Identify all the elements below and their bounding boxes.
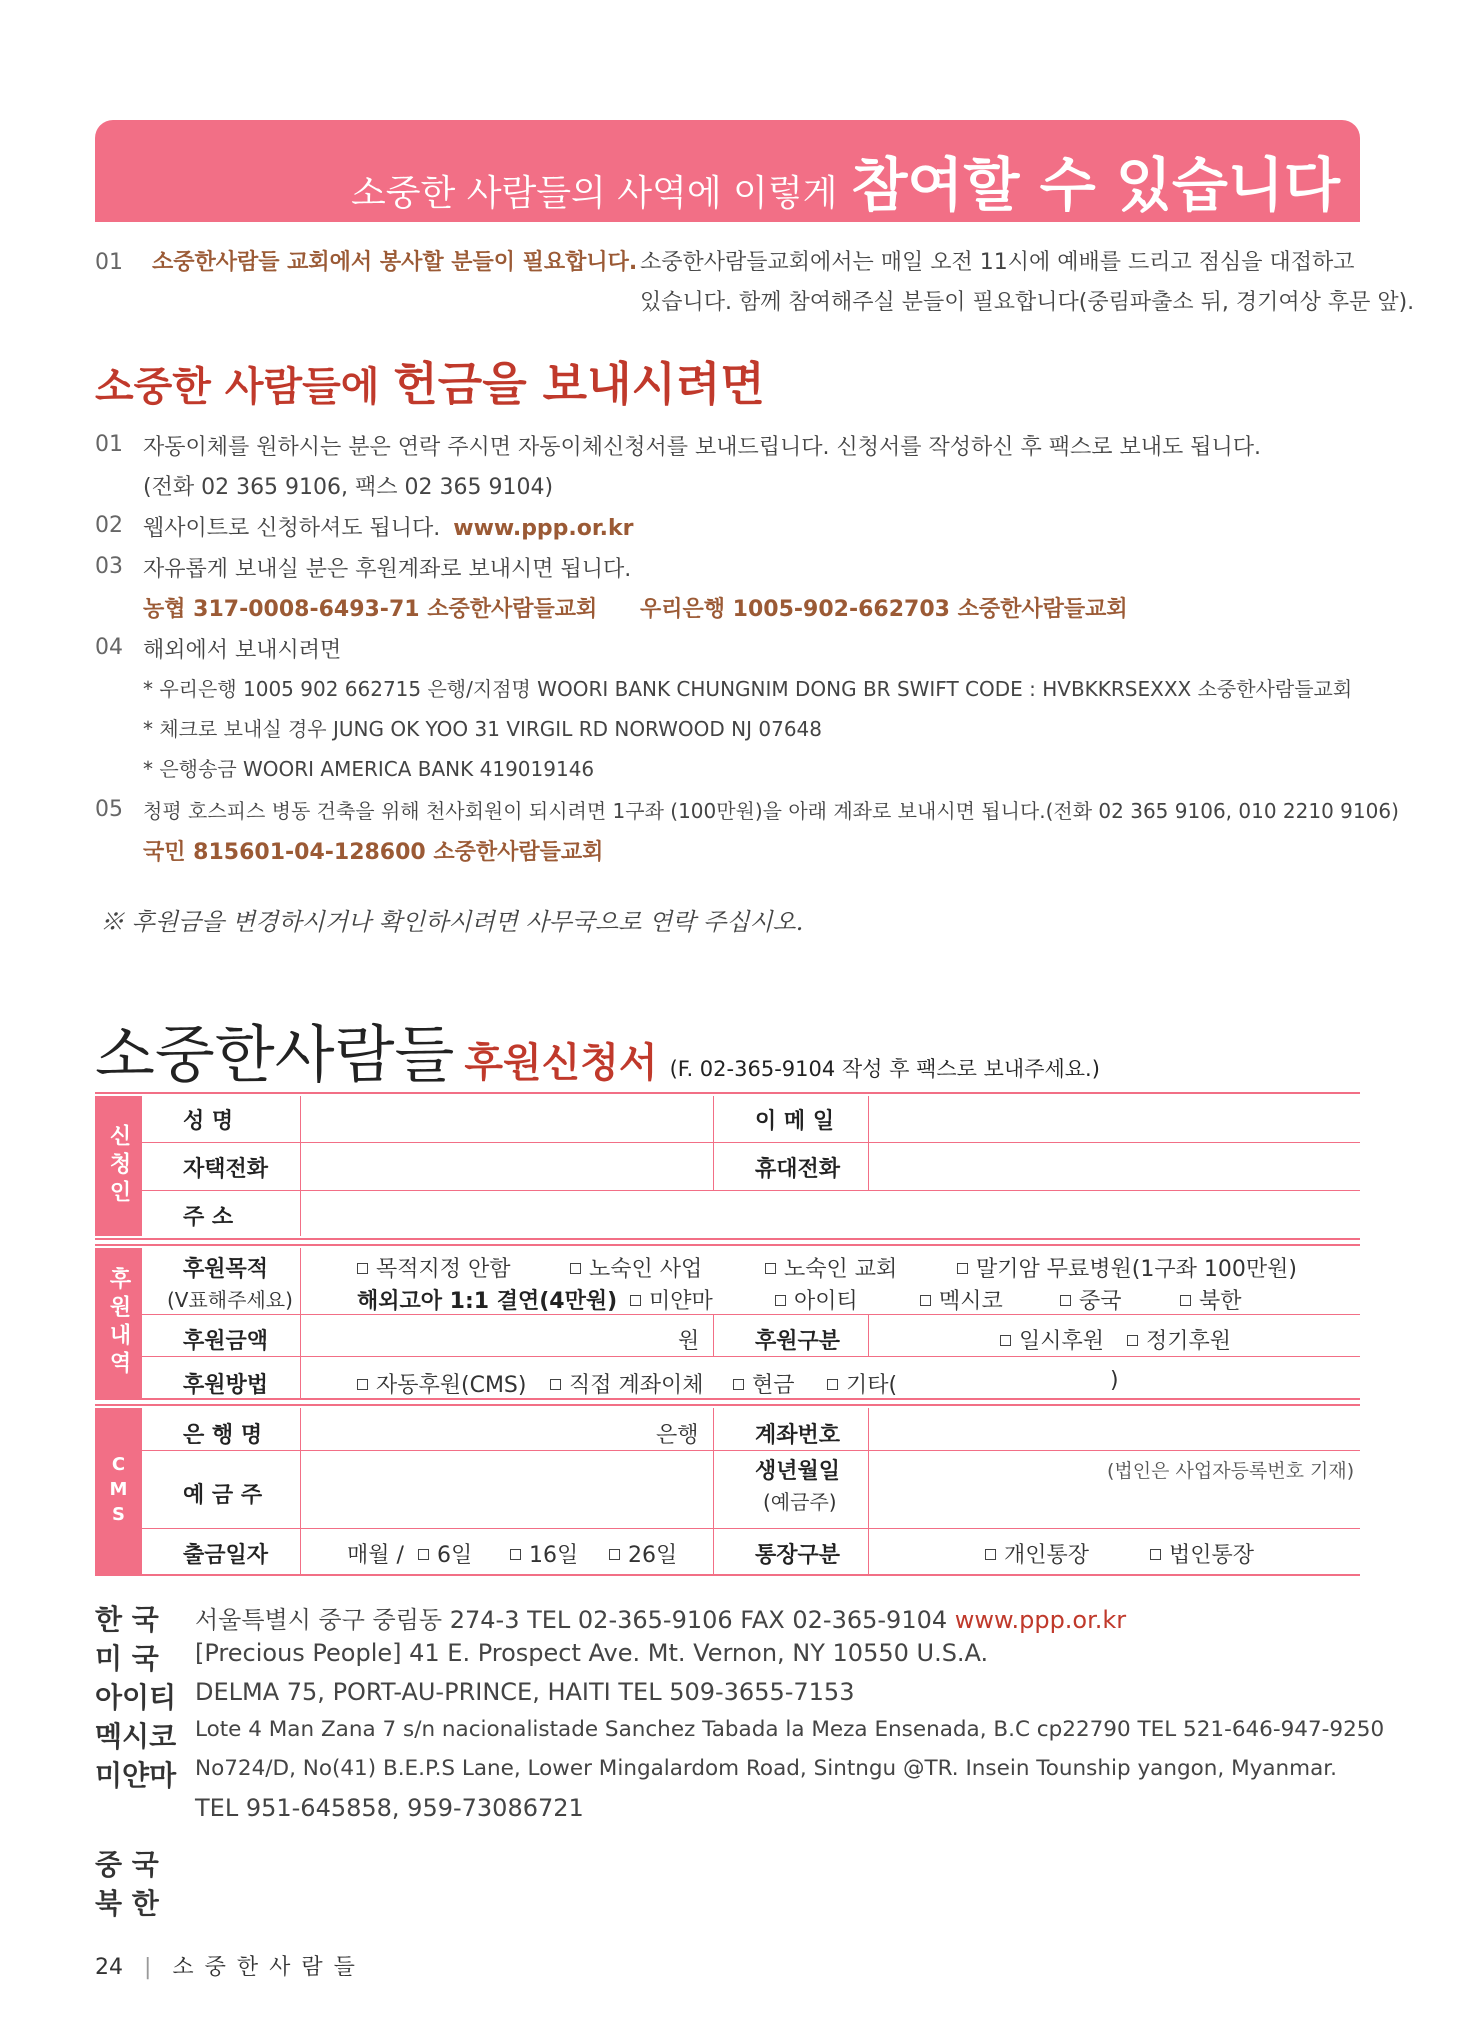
checkbox-icon [630,1295,641,1306]
option-cancer-hospital[interactable] [957,1252,1297,1283]
option-label: 중국 [1079,1289,1122,1314]
option-label: 현금 [752,1373,795,1398]
withdraw-label: 출금일자 [183,1543,269,1568]
website-link[interactable]: www.ppp.or.kr [954,1606,1127,1634]
checkbox-icon [1060,1295,1071,1306]
volunteer-item [95,245,637,276]
bank-suffix: 은행 [656,1423,699,1448]
checkbox-icon [609,1549,620,1560]
banner [95,120,1360,222]
mobile-label: 휴대전화 [755,1157,841,1182]
option-label: 멕시코 [939,1289,1003,1314]
item-number: 05 [95,797,123,822]
monthly-label: 매월 / [347,1543,404,1568]
divider [142,1190,1360,1191]
option-label: 미얀마 [649,1289,713,1314]
home-phone-field[interactable] [310,1148,705,1184]
item-number: 02 [95,513,123,538]
checkbox-icon [570,1263,581,1274]
orphan-sponsorship-label: 해외고아 1:1 결연(4만원) [357,1289,618,1314]
checkbox-icon [775,1295,786,1306]
address-myanmar-tel: TEL 951-645858, 959-73086721 [195,1794,584,1822]
address-country: 북 한 [95,1887,159,1920]
name-field[interactable] [310,1100,705,1136]
option-north-korea[interactable] [1180,1284,1242,1315]
holder-field[interactable] [310,1456,705,1522]
section-donation [95,1248,142,1398]
item-text: * 우리은행 1005 902 662715 은행/지점명 WOORI BANK CHUNGNIM DONG BR SWIFT CODE : HVBKKRSEXXX 소중한사람들교회 [143,677,1353,701]
checkbox-icon [765,1263,776,1274]
option-label: 말기암 무료병원(1구좌 100만원) [976,1257,1297,1282]
option-personal-account[interactable] [985,1538,1089,1569]
option-transfer[interactable] [550,1368,704,1399]
divider [300,1408,301,1574]
won-unit: 원 [678,1329,700,1354]
address-field[interactable] [310,1196,1350,1232]
option-label: 직접 계좌이체 [569,1373,704,1398]
address-country: 멕시코 [95,1720,177,1753]
form-title [95,1005,1100,1094]
checkbox-icon [1000,1335,1011,1346]
checkbox-icon [510,1549,521,1560]
checkbox-icon [550,1379,561,1390]
option-homeless-project[interactable] [570,1252,702,1283]
name-label: 성 명 [183,1109,234,1134]
form-title-main: 소중한사람들 [95,1018,455,1091]
donate-heading-b: 헌금을 보내시려면 [393,357,765,411]
email-label: 이 메 일 [755,1109,835,1134]
option-cash[interactable] [733,1368,795,1399]
address-country: 미 국 [95,1642,159,1675]
application-form [95,1092,1360,1580]
form-title-sub: 후원신청서 [464,1039,658,1086]
mobile-field[interactable] [878,1148,1348,1184]
divider [300,1096,301,1236]
option-day-6[interactable] [418,1538,472,1569]
checkbox-icon [1127,1335,1138,1346]
item-number: 01 [95,432,123,457]
option-label: 기타( [846,1373,898,1398]
footer-separator: | [144,1955,152,1980]
option-label: 북한 [1199,1289,1242,1314]
checkbox-icon [985,1549,996,1560]
option-corporate-account[interactable] [1150,1538,1254,1569]
home-phone-label: 자택전화 [183,1157,269,1182]
address-korea [195,1600,1126,1635]
footer-title: 소 중 한 사 람 들 [172,1955,357,1980]
birth-label: 생년월일 [755,1459,841,1484]
website-link[interactable]: www.ppp.or.kr [453,516,634,541]
divider [868,1314,869,1356]
method-label: 후원방법 [183,1373,269,1398]
donate-heading-a: 소중한 사람들에 [95,363,380,410]
checkbox-icon [920,1295,931,1306]
divider [95,1092,1360,1094]
volunteer-desc-1: 소중한사람들교회에서는 매일 오전 11시에 예배를 드리고 점심을 대접하고 [640,250,1355,275]
item-text-2: 웹사이트로 신청하셔도 됩니다. [143,516,441,541]
donate-heading [95,348,765,414]
item-text: 자유롭게 보내실 분은 후원계좌로 보내시면 됩니다. [143,557,632,582]
checkbox-icon [1150,1549,1161,1560]
option-myanmar[interactable] [630,1284,713,1315]
item-text: 자동이체를 원하시는 분은 연락 주시면 자동이체신청서를 보내드립니다. 신청서를 작성하신 후 팩스로 보내도 됩니다. [143,435,1262,460]
option-label: 노숙인 사업 [589,1257,703,1282]
divider [142,1528,1360,1529]
checkbox-icon [357,1263,368,1274]
purpose-label: 후원목적 [183,1257,269,1282]
checkbox-icon [827,1379,838,1390]
option-mexico[interactable] [920,1284,1003,1315]
donation-type-label: 후원구분 [755,1329,841,1354]
item-number: 04 [95,635,123,660]
option-label: 노숙인 교회 [784,1257,898,1282]
divider [95,1244,1360,1246]
divider [95,1238,1360,1240]
item-text: * 은행송금 WOORI AMERICA BANK 419019146 [143,757,595,781]
divider [142,1314,1360,1315]
volunteer-title: 소중한사람들 교회에서 봉사할 분들이 필요합니다. [152,250,638,275]
account-type-label: 통장구분 [755,1543,841,1568]
option-label: 정기후원 [1146,1329,1232,1354]
page-footer [95,1950,357,1981]
divider [300,1248,301,1398]
item-text: * 체크로 보내실 경우 JUNG OK YOO 31 VIRGIL RD NORWOOD NJ 07648 [143,717,823,741]
amount-field[interactable] [310,1320,670,1352]
checkbox-icon [957,1263,968,1274]
option-cms[interactable] [357,1368,526,1399]
address-text: 서울특별시 중구 중림동 274-3 TEL 02-365-9106 FAX 02-365-9104 [195,1606,948,1634]
divider [868,1408,869,1574]
option-no-designation[interactable] [357,1252,511,1283]
address-country: 아이티 [95,1681,177,1714]
section-cms [95,1408,142,1574]
section-applicant [95,1096,142,1236]
divider [868,1096,869,1190]
divider [713,1314,714,1356]
item-number: 03 [95,554,123,579]
other-close-paren: ) [1110,1368,1119,1393]
form-title-fax: (F. 02-365-9104 작성 후 팩스로 보내주세요.) [669,1057,1100,1081]
option-label: 목적지정 안함 [376,1257,511,1282]
amount-label: 후원금액 [183,1329,269,1354]
divider [95,1398,1360,1400]
option-day-26[interactable] [609,1538,677,1569]
address-myanmar: No724/D, No(41) B.E.P.S Lane, Lower Mingalardom Road, Sintngu @TR. Insein Tounship yangon, Myanmar. [195,1756,1337,1781]
checkbox-icon [733,1379,744,1390]
bank-label: 은 행 명 [183,1423,263,1448]
option-homeless-church[interactable] [765,1252,897,1283]
account-kookmin: 국민 815601-04-128600 소중한사람들교회 [143,840,604,865]
address-country: 한 국 [95,1603,159,1636]
option-regular[interactable] [1127,1324,1231,1355]
option-label: 일시후원 [1019,1329,1105,1354]
option-day-16[interactable] [510,1538,578,1569]
page-number: 24 [95,1955,123,1980]
option-label: 16일 [529,1543,579,1568]
item-text: 해외에서 보내시려면 [143,638,342,663]
option-china[interactable] [1060,1284,1122,1315]
account-number-label: 계좌번호 [755,1423,841,1448]
checkbox-icon [1180,1295,1191,1306]
divider [713,1408,714,1574]
birth-note: (법인은 사업자등록번호 기재) [1107,1460,1355,1482]
address-mexico: Lote 4 Man Zana 7 s/n nacionalistade Sanchez Tabada la Meza Ensenada, B.C cp22790 TEL 521-646-947-9250 [195,1717,1385,1742]
address-label: 주 소 [183,1205,234,1230]
option-label: 법인통장 [1169,1543,1255,1568]
address-haiti: DELMA 75, PORT-AU-PRINCE, HAITI TEL 509-3655-7153 [195,1678,855,1706]
purpose-sublabel: (V표해주세요) [167,1288,293,1312]
volunteer-desc-2: 있습니다. 함께 참여해주실 분들이 필요합니다(중림파출소 뒤, 경기여상 후문 앞). [640,290,1415,315]
checkbox-icon [418,1549,429,1560]
bank-field[interactable] [310,1414,650,1446]
option-label: 6일 [437,1543,473,1568]
divider [95,1574,1360,1576]
divider [142,1356,1360,1357]
divider [713,1096,714,1190]
address-usa: [Precious People] 41 E. Prospect Ave. Mt. Vernon, NY 10550 U.S.A. [195,1639,989,1667]
option-label: 자동후원(CMS) [376,1373,527,1398]
banner-text [351,138,1340,222]
option-one-time[interactable] [1000,1324,1104,1355]
item-text: (전화 02 365 9106, 팩스 02 365 9104) [143,475,554,500]
option-label: 26일 [628,1543,678,1568]
option-haiti[interactable] [775,1284,858,1315]
address-country: 중 국 [95,1848,159,1881]
account-woori: 우리은행 1005-902-662703 소중한사람들교회 [640,597,1128,622]
section-label: CMS [108,1453,129,1529]
birth-sublabel: (예금주) [763,1490,837,1514]
option-label: 개인통장 [1004,1543,1090,1568]
option-label: 아이티 [794,1289,858,1314]
item-number: 01 [95,250,123,275]
option-other[interactable] [827,1368,897,1399]
email-field[interactable] [878,1100,1348,1136]
banner-small-text: 소중한 사람들의 사역에 이렇게 [350,173,838,214]
divider [142,1142,1360,1143]
divider [142,1450,1360,1451]
section-label: 후원내역 [106,1267,131,1379]
account-number-field[interactable] [878,1414,1348,1446]
divider [95,1404,1360,1406]
section-label: 신청인 [106,1124,131,1208]
address-country: 미얀마 [95,1759,177,1792]
banner-large-text: 참여할 수 있습니다 [851,151,1340,219]
item-text [143,511,633,542]
checkbox-icon [357,1379,368,1390]
item-text: 청평 호스피스 병동 건축을 위해 천사회원이 되시려면 1구좌 (100만원)을 아래 계좌로 보내시면 됩니다.(전화 02 365 9106, 010 2210 9106) [143,799,1399,823]
holder-label: 예 금 주 [183,1483,263,1508]
note: ※ 후원금을 변경하시거나 확인하시려면 사무국으로 연락 주십시오. [100,908,804,936]
account-nonghyup: 농협 317-0008-6493-71 소중한사람들교회 [143,597,598,622]
